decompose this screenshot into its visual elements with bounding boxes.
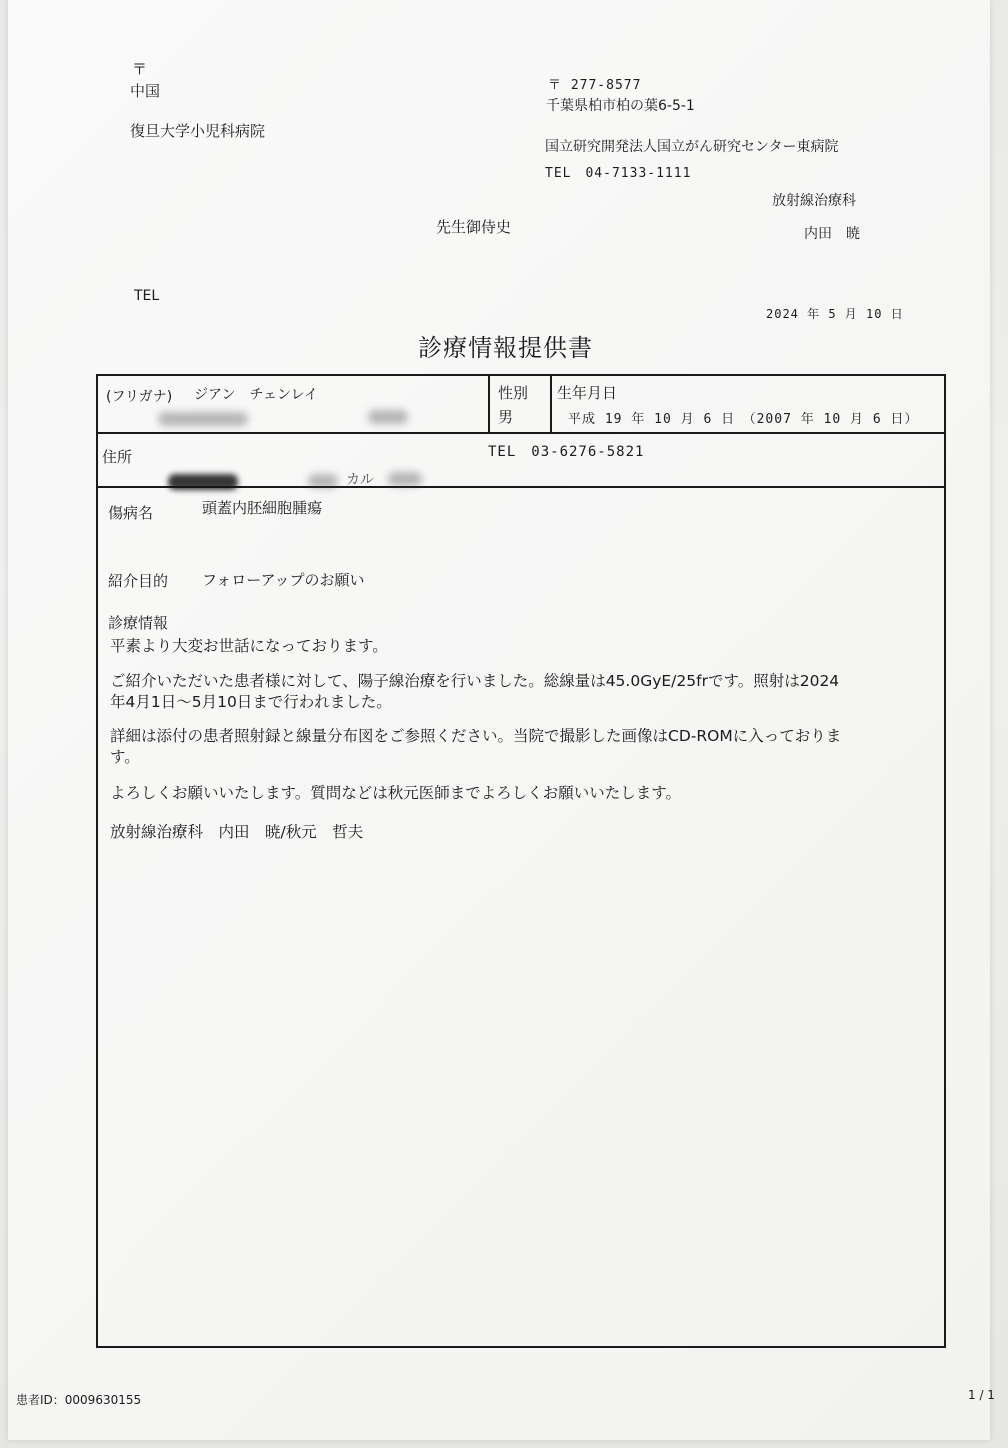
diagnosis-value: 頭蓋内胚細胞腫瘍 [202, 499, 323, 517]
purpose-label: 紹介目的 [108, 572, 169, 590]
document-title: 診療情報提供書 [418, 334, 593, 362]
sex-label: 性別 [498, 384, 529, 402]
redacted-name [158, 412, 248, 426]
info-signature: 放射線治療科 内田 暁/秋元 哲夫 [110, 823, 364, 841]
redacted-address [388, 472, 422, 486]
sender-institution: 国立研究開発法人国立がん研究センター東病院 [545, 139, 839, 155]
patient-address-partial: カル [346, 472, 374, 488]
sender-department: 放射線治療科 [772, 193, 856, 209]
recipient-hospital: 復旦大学小児科病院 [130, 122, 266, 140]
page-number: 1 / 1 [968, 1388, 995, 1402]
recipient-country: 中国 [130, 82, 161, 100]
info-paragraph: 年4月1日～5月10日まで行われました。 [110, 693, 392, 711]
document-page [8, 0, 995, 1440]
recipient-tel-label: TEL [134, 288, 160, 304]
redacted-address [168, 474, 238, 490]
redacted-address [308, 474, 338, 488]
info-paragraph: ご紹介いただいた患者様に対して、陽子線治療を行いました。総線量は45.0GyE/25frです。照射は2024 [110, 672, 840, 690]
divider [98, 432, 944, 434]
sender-doctor: 内田 暁 [804, 226, 860, 242]
patient-sex: 男 [498, 408, 514, 426]
furigana-label: (フリガナ) [106, 389, 173, 405]
patient-id: 患者ID：0009630155 [16, 1393, 142, 1407]
sender-postal: 〒 277-8577 [548, 78, 642, 93]
patient-tel: TEL 03-6276-5821 [488, 444, 645, 460]
address-label: 住所 [102, 448, 133, 466]
document-date: 2024 年 5 月 10 日 [766, 307, 904, 321]
patient-furigana: ジアン チェンレイ [194, 387, 318, 403]
recipient-postal-mark: 〒 [132, 60, 148, 78]
recipient-salutation: 先生御侍史 [436, 218, 512, 236]
divider [488, 376, 490, 432]
diagnosis-label: 傷病名 [108, 504, 154, 522]
patient-birth: 平成 19 年 10 月 6 日 （2007 年 10 月 6 日） [568, 412, 919, 427]
purpose-value: フォローアップのお願い [202, 571, 365, 589]
info-label: 診療情報 [108, 614, 169, 632]
info-paragraph: 平素より大変お世話になっております。 [110, 637, 388, 655]
form-frame [96, 374, 946, 1348]
divider [550, 376, 552, 432]
info-paragraph: 詳細は添付の患者照射録と線量分布図をご参照ください。当院で撮影した画像はCD-ROMに入っておりま [110, 727, 842, 745]
sender-tel: TEL 04-7133-1111 [545, 166, 692, 181]
birth-label: 生年月日 [557, 384, 618, 402]
info-paragraph: す。 [110, 748, 140, 766]
redacted-name [368, 410, 408, 424]
info-paragraph: よろしくお願いいたします。質問などは秋元医師までよろしくお願いいたします。 [110, 784, 682, 802]
sender-address: 千葉県柏市柏の葉6-5-1 [546, 98, 695, 114]
